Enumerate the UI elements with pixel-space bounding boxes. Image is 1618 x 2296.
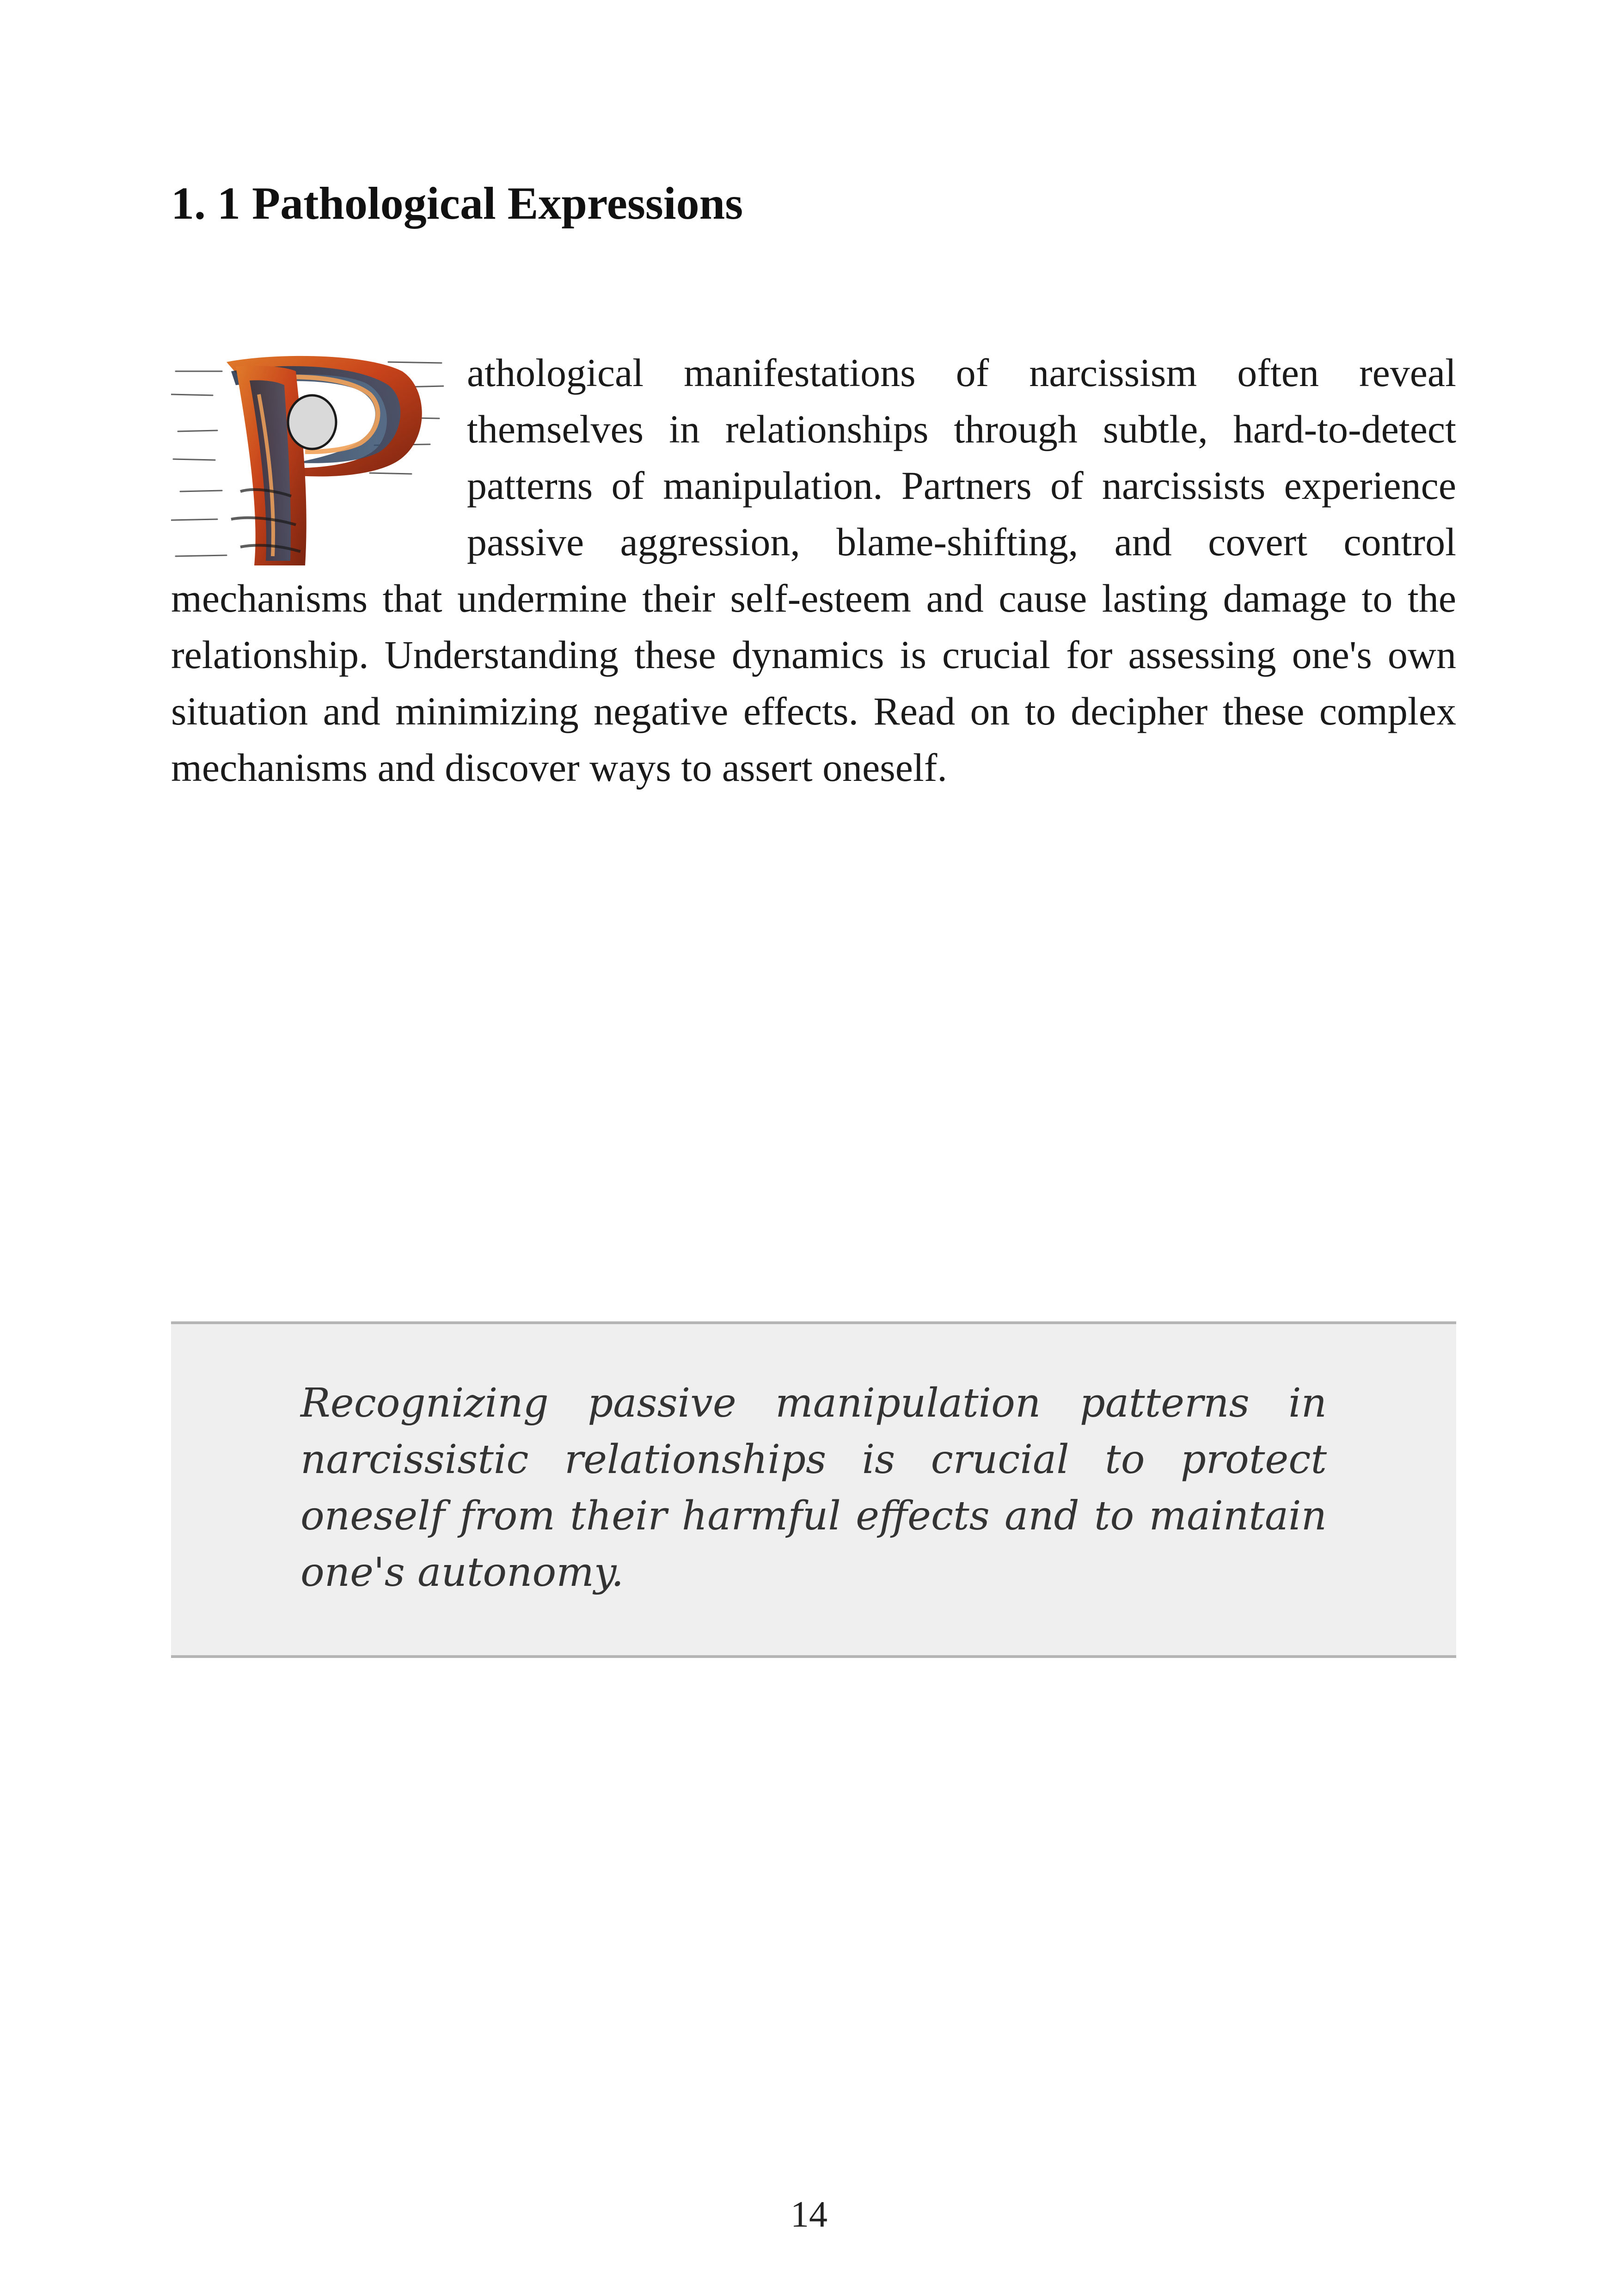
page-number: 14 [791,2194,827,2235]
body-paragraph-text: athological manifestations of narcissism often reveal themselves in relationships through subtle, hard-to-detect patterns of manipulation. Partners of narcissists experience passive aggression, blame-shifting, and covert control mechanisms that undermine their self-esteem and cause lasting damage to the relationship. Understanding these dynamics is crucial for assessing one's own situation and minimizing negative effects. Read on to decipher these complex mechanisms and discover ways to assert oneself. [171,350,1456,790]
drop-cap-p-icon [171,353,444,570]
callout-text: Recognizing passive manipulation patterns in narcissistic relationships is crucial to protect oneself from their harmful effects and to maintain one's autonomy. [300,1380,1327,1596]
drop-cap-letter-image [171,353,444,570]
body-paragraph [171,344,1456,796]
section-heading: 1. 1 Pathological Expressions [171,178,743,229]
callout-box [171,1321,1456,1658]
